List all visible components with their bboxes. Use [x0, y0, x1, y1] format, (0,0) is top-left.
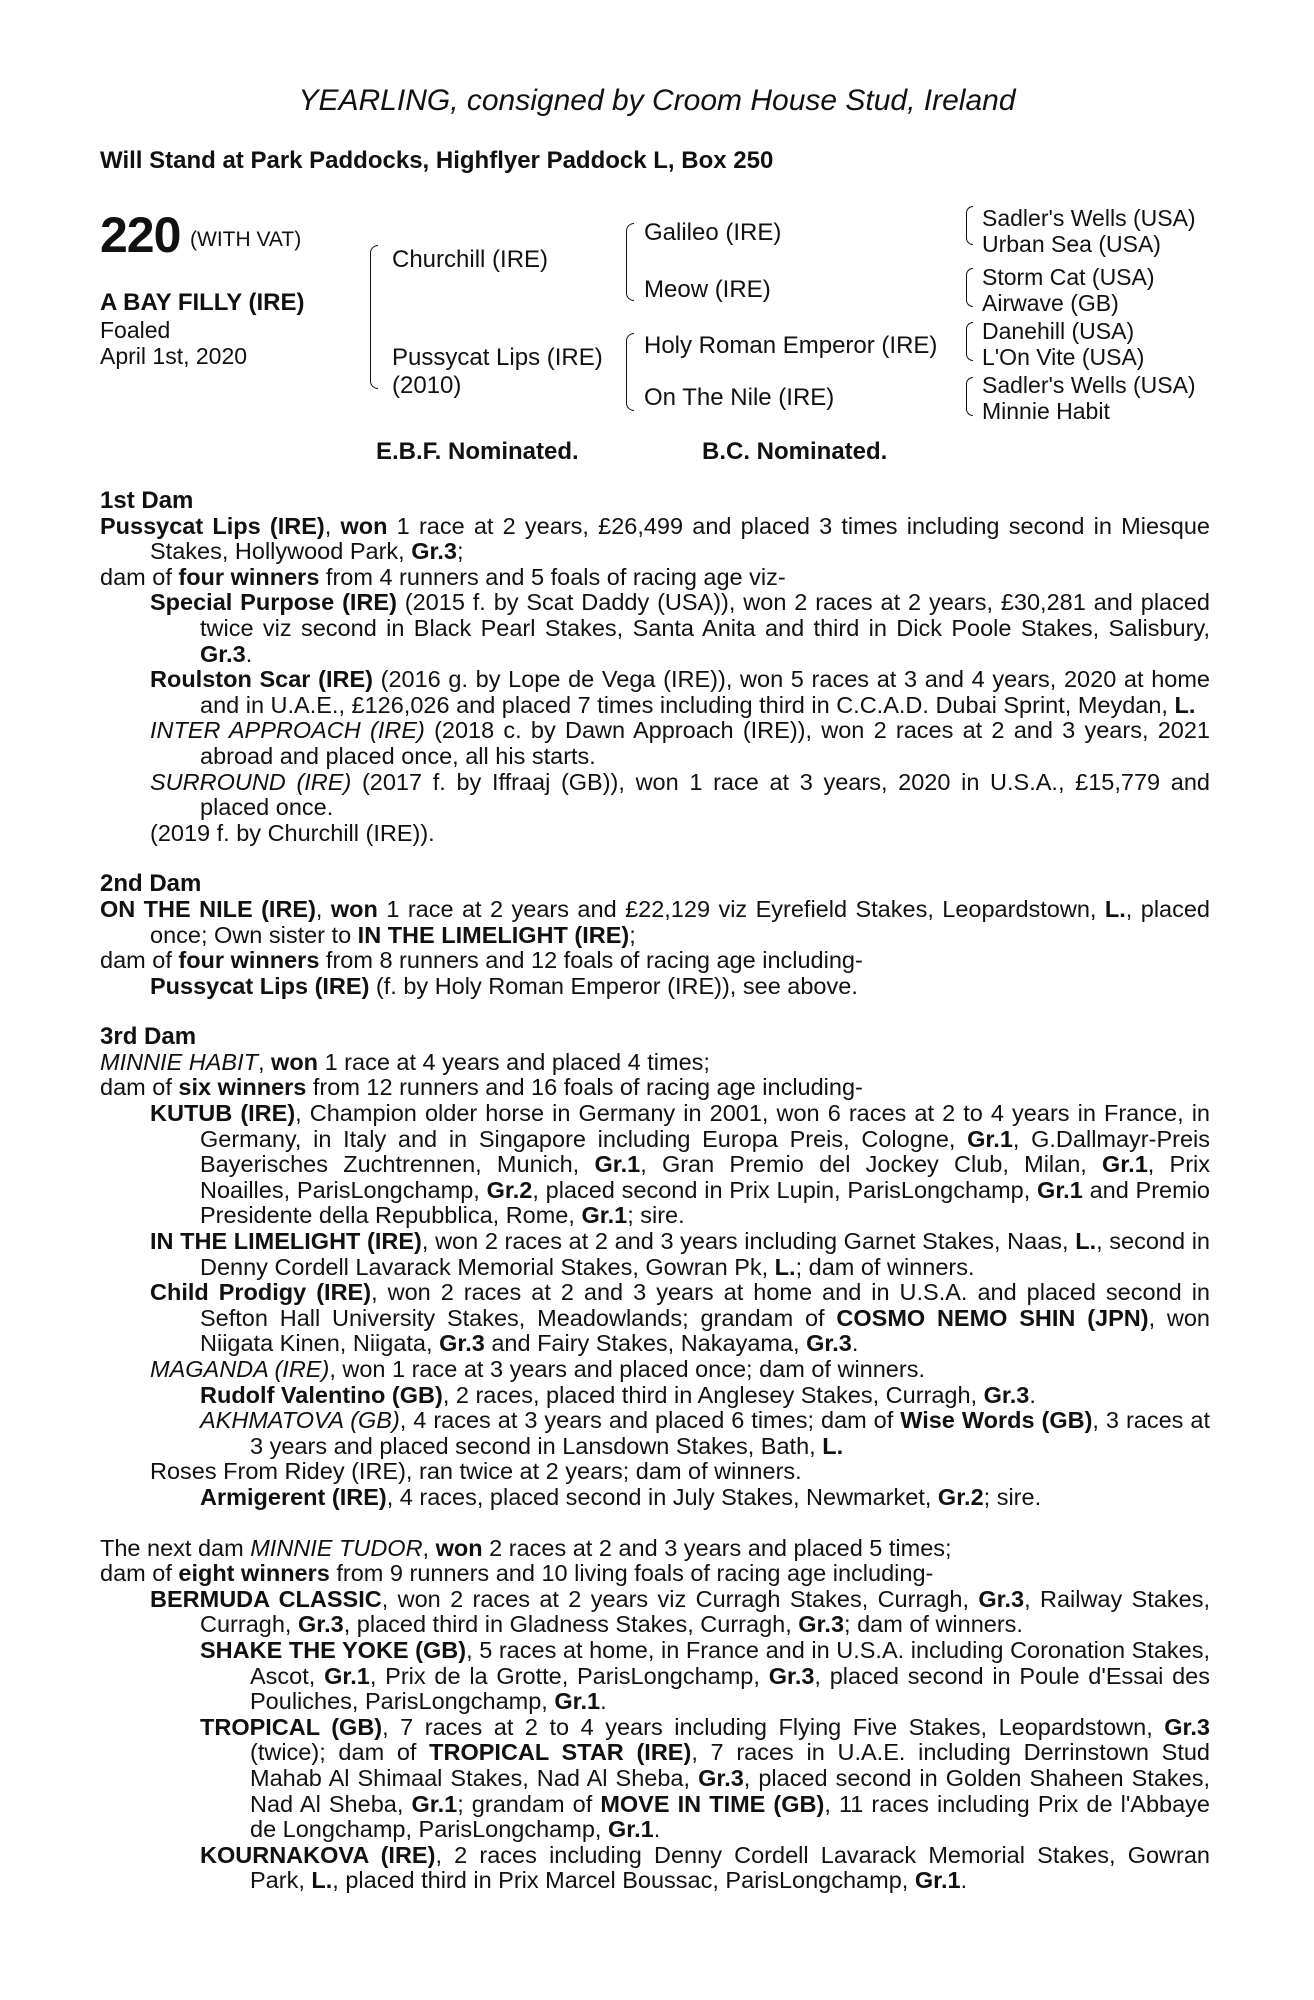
grade: L. — [1075, 1228, 1097, 1255]
grade: L. — [822, 1432, 844, 1459]
produce-text: (2015 f. by Scat Daddy (USA)), won 2 races at 2 years, £30,281 and placed twice viz second in Black Pearl Stakes, Santa Anita and third in Dick Poole Stakes, Salisbury, — [200, 589, 1210, 641]
dam-name: Pussycat Lips (IRE) — [100, 512, 325, 539]
foaled-date: April 1st, 2020 — [100, 343, 248, 369]
punct: . — [600, 1688, 607, 1715]
produce-text: (2016 g. by Lope de Vega (IRE)), won 5 races at 3 and 4 years, 2020 at home and in U.A.E., £126,026 and placed 7 times including third in C.C.A.D. Dubai Sprint, Meydan, — [200, 666, 1210, 718]
grade: Gr.1 — [594, 1151, 641, 1178]
lot-number: 220 — [100, 207, 181, 263]
grade: Gr.2 — [486, 1176, 533, 1203]
dam-text: 1 race at 2 years and £22,129 viz Eyrefield Stakes, Leopardstown, — [377, 895, 1105, 922]
produce-bermuda-classic — [150, 1587, 1210, 1638]
horse-name: A BAY FILLY (IRE) — [100, 289, 305, 316]
descendant-name: TROPICAL STAR (IRE) — [429, 1739, 692, 1766]
second-dam-produce-summary — [100, 948, 1210, 974]
won-label: won — [271, 1048, 319, 1075]
next-dam-entry: The next dam MINNIE TUDOR, won 2 races at 2 and 3 years and placed 5 times; — [100, 1534, 952, 1561]
pedigree-brace-main — [370, 245, 378, 389]
third-dam-entry: MINNIE HABIT, won 1 race at 4 years and placed 4 times; — [100, 1048, 710, 1075]
catalogue-body — [100, 488, 1210, 1894]
grade: Gr.3 — [1164, 1713, 1210, 1740]
pedigree-g4-2: Urban Sea (USA) — [982, 231, 1161, 257]
produce-text: , Champion older horse in Germany in 2001, won 6 races at 2 to 4 years in France, in Germany, in Italy and in Singapore including Europa Preis, Cologne, — [200, 1100, 1211, 1152]
grade: Gr.3 — [698, 1764, 744, 1791]
grade: L. — [1174, 691, 1196, 718]
punct: ; — [629, 921, 636, 948]
grade: Gr.1 — [607, 1816, 654, 1843]
produce-text: and Premio Presidente della Repubblica, Rome, — [200, 1176, 1210, 1229]
dam-of-label: dam of — [100, 563, 179, 590]
won-label: won — [435, 1534, 483, 1561]
produce-text: , placed second in Golden Shaheen Stakes, Nad Al Sheba, — [250, 1764, 1211, 1817]
second-dam-heading: 2nd Dam — [100, 870, 202, 898]
pedigree-g4-7: Sadler's Wells (USA) — [982, 372, 1196, 398]
grade: Gr.3 — [411, 538, 457, 565]
produce-name: MAGANDA (IRE) — [150, 1356, 330, 1382]
produce-text: , 7 races at 2 to 4 years including Flying Five Stakes, Leopardstown, — [382, 1713, 1165, 1740]
produce-text: ; grandam of — [457, 1790, 601, 1817]
stand-location: Will Stand at Park Paddocks, Highflyer Paddock L, Box 250 — [100, 147, 774, 174]
produce-text: from 4 runners and 5 foals of racing age viz- — [319, 563, 786, 590]
grade: Gr.3 — [983, 1381, 1030, 1408]
grade: L. — [1104, 895, 1126, 922]
produce-text: , 4 races at 3 years and placed 6 times; dam of — [399, 1407, 901, 1434]
pedigree-g4-3: Storm Cat (USA) — [982, 264, 1155, 290]
dam-text: 1 race at 4 years and placed 4 times; — [318, 1048, 710, 1075]
produce-akhmatova — [200, 1408, 1210, 1459]
grade: Gr.3 — [768, 1662, 815, 1689]
grade: Gr.1 — [1102, 1151, 1148, 1178]
produce-text: , 3 races at 3 years and placed second in Lansdown Stakes, Bath, — [250, 1407, 1210, 1459]
produce-name: KUTUB (IRE) — [150, 1100, 296, 1127]
produce-text: , placed third in Prix Marcel Boussac, ParisLongchamp, — [332, 1867, 915, 1894]
produce-kournakova — [200, 1843, 1210, 1894]
produce-text: , placed second in Prix Lupin, ParisLongchamp, — [532, 1176, 1038, 1203]
pedigree-brace-sire — [626, 223, 634, 301]
second-dam-entry: ON THE NILE (IRE), won 1 race at 2 years and £22,129 viz Eyrefield Stakes, Leopardstown, L., placed once; Own sister to IN THE LIMELIGHT (IRE); — [100, 895, 1210, 948]
produce-text: from 12 runners and 16 foals of racing age including- — [306, 1074, 863, 1101]
punct: . — [851, 1330, 859, 1357]
produce-name: SHAKE THE YOKE (GB) — [200, 1636, 467, 1663]
produce-text: and Fairy Stakes, Nakayama, — [484, 1330, 807, 1357]
pedigree-sire: Churchill (IRE) — [392, 246, 549, 273]
produce-text: ; dam of winners. — [795, 1253, 975, 1280]
produce-text: , won 2 races at 2 and 3 years including Garnet Stakes, Naas, — [421, 1228, 1076, 1255]
pedigree-dam-dam: On The Nile (IRE) — [644, 384, 835, 411]
pedigree-g4-8: Minnie Habit — [982, 398, 1110, 424]
grade: Gr.3 — [806, 1330, 852, 1357]
dam-of-label: dam of — [100, 1560, 179, 1587]
produce-text: , won Niigata Kinen, Niigata, — [200, 1304, 1210, 1357]
produce-name: TROPICAL (GB) — [200, 1713, 383, 1740]
produce-armigerent — [200, 1485, 1210, 1511]
pedigree-g4-5: Danehill (USA) — [982, 318, 1135, 344]
pedigree-brace-g4 — [966, 377, 973, 416]
descendant-name: Wise Words (GB) — [900, 1407, 1093, 1434]
produce-text: , placed second in Poule d'Essai des Pouliches, ParisLongchamp, — [250, 1662, 1210, 1715]
won-label: won — [330, 895, 378, 922]
pedigree-sire-dam: Meow (IRE) — [644, 276, 771, 303]
grade: Gr.1 — [554, 1688, 601, 1715]
produce-text: (2018 c. by Dawn Approach (IRE)), won 2 races at 2 and 3 years, 2021 abroad and placed once, all his starts. — [200, 717, 1210, 769]
descendant-name: MOVE IN TIME (GB) — [600, 1790, 825, 1817]
produce-text: from 8 runners and 12 foals of racing age including- — [319, 947, 863, 974]
pedigree-g4-6: L'On Vite (USA) — [982, 344, 1145, 370]
first-dam-produce-summary — [100, 565, 1210, 591]
grade: Gr.1 — [581, 1202, 628, 1229]
grade: Gr.3 — [439, 1330, 485, 1357]
pedigree-dam-year: (2010) — [392, 372, 462, 399]
dam-name: ON THE NILE (IRE) — [100, 895, 316, 922]
produce-roses-from-ridey: Roses From Ridey (IRE), ran twice at 2 years; dam of winners. — [150, 1458, 802, 1485]
vat-label: (WITH VAT) — [190, 228, 302, 251]
produce-text: , won 1 race at 3 years and placed once; dam of winners. — [329, 1356, 925, 1382]
produce-text: , 11 races including Prix de l'Abbaye de Longchamp, ParisLongchamp, — [250, 1790, 1211, 1843]
foaled-label: Foaled — [100, 317, 171, 343]
produce-name: AKHMATOVA (GB) — [200, 1407, 400, 1434]
produce-in-the-limelight — [150, 1229, 1210, 1280]
produce-text: , 7 races in U.A.E. including Derrinstown Stud Mahab Al Shimaal Stakes, Nad Al Sheba, — [250, 1739, 1210, 1791]
produce-text: , 4 races, placed second in July Stakes, Newmarket, — [386, 1483, 938, 1510]
produce-name: Armigerent (IRE) — [200, 1483, 387, 1510]
produce-text: , 2 races, placed third in Anglesey Stakes, Curragh, — [442, 1381, 984, 1408]
pedigree-brace-dam — [626, 333, 634, 411]
next-dam-produce-summary — [100, 1561, 1210, 1587]
produce-text: (f. by Holy Roman Emperor (IRE)), see above. — [369, 972, 858, 999]
produce-text: from 9 runners and 10 living foals of racing age including- — [329, 1560, 934, 1587]
produce-rudolf-valentino — [200, 1383, 1210, 1409]
grade: Gr.1 — [411, 1790, 458, 1817]
punct: . — [245, 640, 253, 667]
produce-name: SURROUND (IRE) — [150, 768, 352, 795]
punct: . — [1029, 1381, 1036, 1408]
produce-text: (twice); dam of — [250, 1739, 430, 1766]
produce-name: Special Purpose (IRE) — [150, 589, 397, 616]
produce-name: Rudolf Valentino (GB) — [200, 1381, 443, 1408]
first-dam-entry: Pussycat Lips (IRE), won 1 race at 2 years, £26,499 and placed 3 times including second in Miesque Stakes, Hollywood Park, Gr.3; — [100, 512, 1210, 565]
first-dam-text: 1 race at 2 years, £26,499 and placed 3 times including second in Miesque Stakes, Hollywood Park, — [150, 512, 1210, 565]
winners-count: four winners — [178, 947, 320, 974]
winners-count: six winners — [178, 1074, 307, 1101]
produce-tropical — [200, 1715, 1210, 1843]
produce-child-prodigy — [150, 1280, 1210, 1357]
produce-text: , won 2 races at 2 and 3 years at home and in U.S.A. and placed second in Sefton Hall University Stakes, Meadowlands; grandam of — [200, 1279, 1210, 1331]
produce-text: ; sire. — [983, 1483, 1042, 1510]
pedigree-g4-1: Sadler's Wells (USA) — [982, 205, 1196, 231]
grade: Gr.3 — [978, 1585, 1025, 1612]
third-dam-produce-summary — [100, 1075, 1210, 1101]
grade: Gr.1 — [914, 1867, 961, 1894]
produce-name: IN THE LIMELIGHT (IRE) — [150, 1228, 422, 1255]
grade: Gr.3 — [297, 1611, 344, 1638]
produce-text: , G.Dallmayr-Preis Bayerisches Zuchtrennen, Munich, — [200, 1125, 1210, 1178]
punct: . — [653, 1816, 661, 1843]
produce-text: ; sire. — [627, 1202, 685, 1229]
pedigree-dam-sire: Holy Roman Emperor (IRE) — [644, 332, 938, 359]
produce-text: , Prix de la Grotte, ParisLongchamp, — [369, 1662, 769, 1689]
produce-kutub — [150, 1101, 1210, 1229]
grade: Gr.1 — [967, 1125, 1013, 1152]
produce-text: , Prix Noailles, ParisLongchamp, — [200, 1151, 1210, 1203]
produce-pussycat-lips — [150, 974, 1210, 1000]
produce-name: Pussycat Lips (IRE) — [150, 972, 370, 999]
dam-text: 2 races at 2 and 3 years and placed 5 times; — [482, 1534, 952, 1561]
grade: Gr.3 — [200, 640, 246, 667]
produce-text: , 2 races including Denny Cordell Lavarack Memorial Stakes, Gowran Park, — [250, 1841, 1210, 1894]
pedigree-brace-g1 — [966, 206, 973, 245]
sister-name: IN THE LIMELIGHT (IRE) — [357, 921, 630, 948]
produce-text: ; dam of winners. — [844, 1611, 1023, 1638]
dam-text: , placed once; Own sister to — [150, 895, 1210, 948]
grade: L. — [774, 1253, 796, 1280]
produce-surround — [150, 770, 1210, 821]
grade: Gr.3 — [798, 1611, 845, 1638]
produce-name: BERMUDA CLASSIC — [150, 1585, 382, 1612]
dam-of-label: dam of — [100, 1074, 179, 1101]
produce-roulston-scar — [150, 667, 1210, 718]
produce-text: , placed third in Gladness Stakes, Curragh, — [343, 1611, 799, 1638]
dam-name: MINNIE HABIT — [100, 1048, 258, 1075]
punct: ; — [456, 538, 464, 565]
bc-nomination: B.C. Nominated. — [702, 438, 888, 465]
produce-name: INTER APPROACH (IRE) — [150, 717, 425, 744]
first-dam-heading: 1st Dam — [100, 487, 194, 514]
pedigree-dam: Pussycat Lips (IRE) — [392, 344, 603, 371]
produce-text: , second in Denny Cordell Lavarack Memorial Stakes, Gowran Pk, — [200, 1228, 1210, 1280]
produce-text: (2017 f. by Iffraaj (GB)), won 1 race at 3 years, 2020 in U.S.A., £15,779 and placed once. — [200, 768, 1210, 821]
next-dam-intro: The next dam — [100, 1534, 251, 1561]
produce-text: , Railway Stakes, Curragh, — [200, 1585, 1210, 1638]
grade: L. — [311, 1867, 333, 1894]
produce-shake-the-yoke — [200, 1638, 1210, 1715]
grade: Gr.1 — [1037, 1176, 1083, 1203]
pedigree-sire-sire: Galileo (IRE) — [644, 219, 782, 246]
pedigree-brace-g3 — [966, 322, 973, 361]
winners-count: four winners — [178, 563, 320, 590]
pedigree-brace-g2 — [966, 268, 973, 307]
produce-name: Roulston Scar (IRE) — [150, 666, 373, 693]
produce-inter-approach — [150, 718, 1210, 769]
consignment-title: YEARLING, consigned by Croom House Stud, Ireland — [298, 84, 1016, 117]
dam-name: MINNIE TUDOR — [250, 1534, 423, 1561]
produce-text: , 5 races at home, in France and in U.S.A. including Coronation Stakes, Ascot, — [250, 1636, 1210, 1689]
punct: . — [960, 1867, 968, 1894]
grade: Gr.1 — [324, 1662, 370, 1689]
third-dam-heading: 3rd Dam — [100, 1023, 197, 1051]
produce-maganda — [150, 1357, 1210, 1383]
produce-text: , Gran Premio del Jockey Club, Milan, — [640, 1151, 1103, 1178]
produce-name: KOURNAKOVA (IRE) — [200, 1841, 436, 1868]
produce-text: , won 2 races at 2 years viz Curragh Stakes, Curragh, — [381, 1585, 979, 1612]
ebf-nomination: E.B.F. Nominated. — [376, 438, 579, 465]
produce-special-purpose — [150, 590, 1210, 667]
pedigree-g4-4: Airwave (GB) — [982, 290, 1119, 316]
descendant-name: COSMO NEMO SHIN (JPN) — [836, 1304, 1149, 1331]
grade: Gr.2 — [937, 1483, 984, 1510]
winners-count: eight winners — [178, 1560, 330, 1587]
dam-of-label: dam of — [100, 947, 179, 974]
won-label: won — [340, 512, 388, 539]
produce-2019: (2019 f. by Churchill (IRE)). — [150, 819, 435, 846]
produce-name: Child Prodigy (IRE) — [150, 1279, 372, 1306]
